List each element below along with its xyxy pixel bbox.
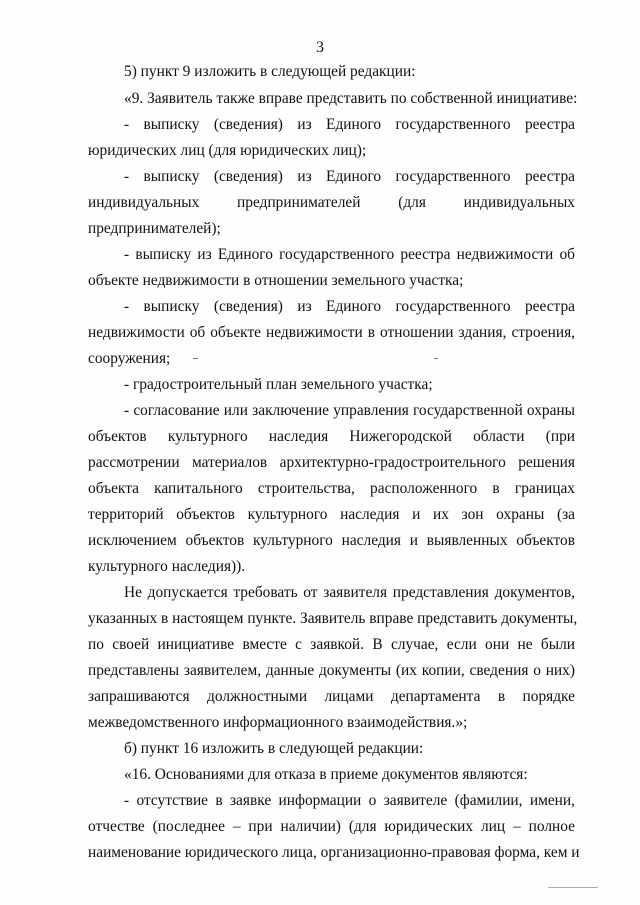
text-line: рассмотрении материалов архитектурно-градостроительного решения <box>88 454 575 471</box>
scan-mark <box>548 887 598 888</box>
text-line: юридических лиц (для юридических лиц); <box>88 142 367 159</box>
text-line: межведомственного информационного взаимодействия.»; <box>88 714 468 731</box>
text-line: - отсутствие в заявке информации о заявителе (фамилии, имени, <box>124 792 575 809</box>
text-line: предпринимателей); <box>88 220 221 237</box>
scan-mark <box>193 358 198 359</box>
text-line: культурного наследия)). <box>88 558 246 575</box>
text-line: объекте недвижимости в отношении земельного участка; <box>88 272 464 289</box>
page-number: 3 <box>316 39 324 56</box>
text-line: Не допускается требовать от заявителя представления документов, <box>124 584 575 601</box>
text-line: указанных в настоящем пункте. Заявитель вправе представить документы, <box>88 610 578 627</box>
text-line: - выписку из Единого государственного реестра недвижимости об <box>124 246 575 263</box>
text-line: отчестве (последнее – при наличии) (для юридических лиц – полное <box>88 818 575 835</box>
text-line: территорий объектов культурного наследия и их зон охраны (за <box>88 506 575 523</box>
text-line: - согласование или заключение управления государственной охраны <box>124 402 575 419</box>
text-line: объектов культурного наследия Нижегородской области (при <box>88 428 575 445</box>
text-line: б) пункт 16 изложить в следующей редакции: <box>124 740 424 757</box>
text-line: представлены заявителем, данные документы (их копии, сведения о них) <box>88 662 575 679</box>
text-line: наименование юридического лица, организационно-правовая форма, кем и <box>88 844 580 861</box>
text-line: запрашиваются должностными лицами департамента в порядке <box>88 688 575 705</box>
text-line: исключением объектов культурного наследия и выявленных объектов <box>88 532 575 549</box>
text-line: индивидуальных предпринимателей (для индивидуальных <box>88 194 575 211</box>
text-line: «9. Заявитель также вправе представить по собственной инициативе: <box>124 90 578 107</box>
scan-mark <box>434 358 438 359</box>
text-line: недвижимости об объекте недвижимости в отношении здания, строения, <box>88 324 575 341</box>
text-line: - выписку (сведения) из Единого государственного реестра <box>124 298 575 315</box>
text-line: по своей инициативе вместе с заявкой. В случае, если они не были <box>88 636 575 653</box>
text-line: - выписку (сведения) из Единого государственного реестра <box>124 168 575 185</box>
text-line: - градостроительный план земельного участка; <box>124 376 433 393</box>
text-line: сооружения; <box>88 350 171 367</box>
text-line: - выписку (сведения) из Единого государственного реестра <box>124 116 575 133</box>
text-line: 5) пункт 9 изложить в следующей редакции: <box>124 63 416 80</box>
text-line: объекта капитального строительства, расположенного в границах <box>88 480 575 497</box>
text-line: «16. Основаниями для отказа в приеме документов являются: <box>124 766 528 783</box>
